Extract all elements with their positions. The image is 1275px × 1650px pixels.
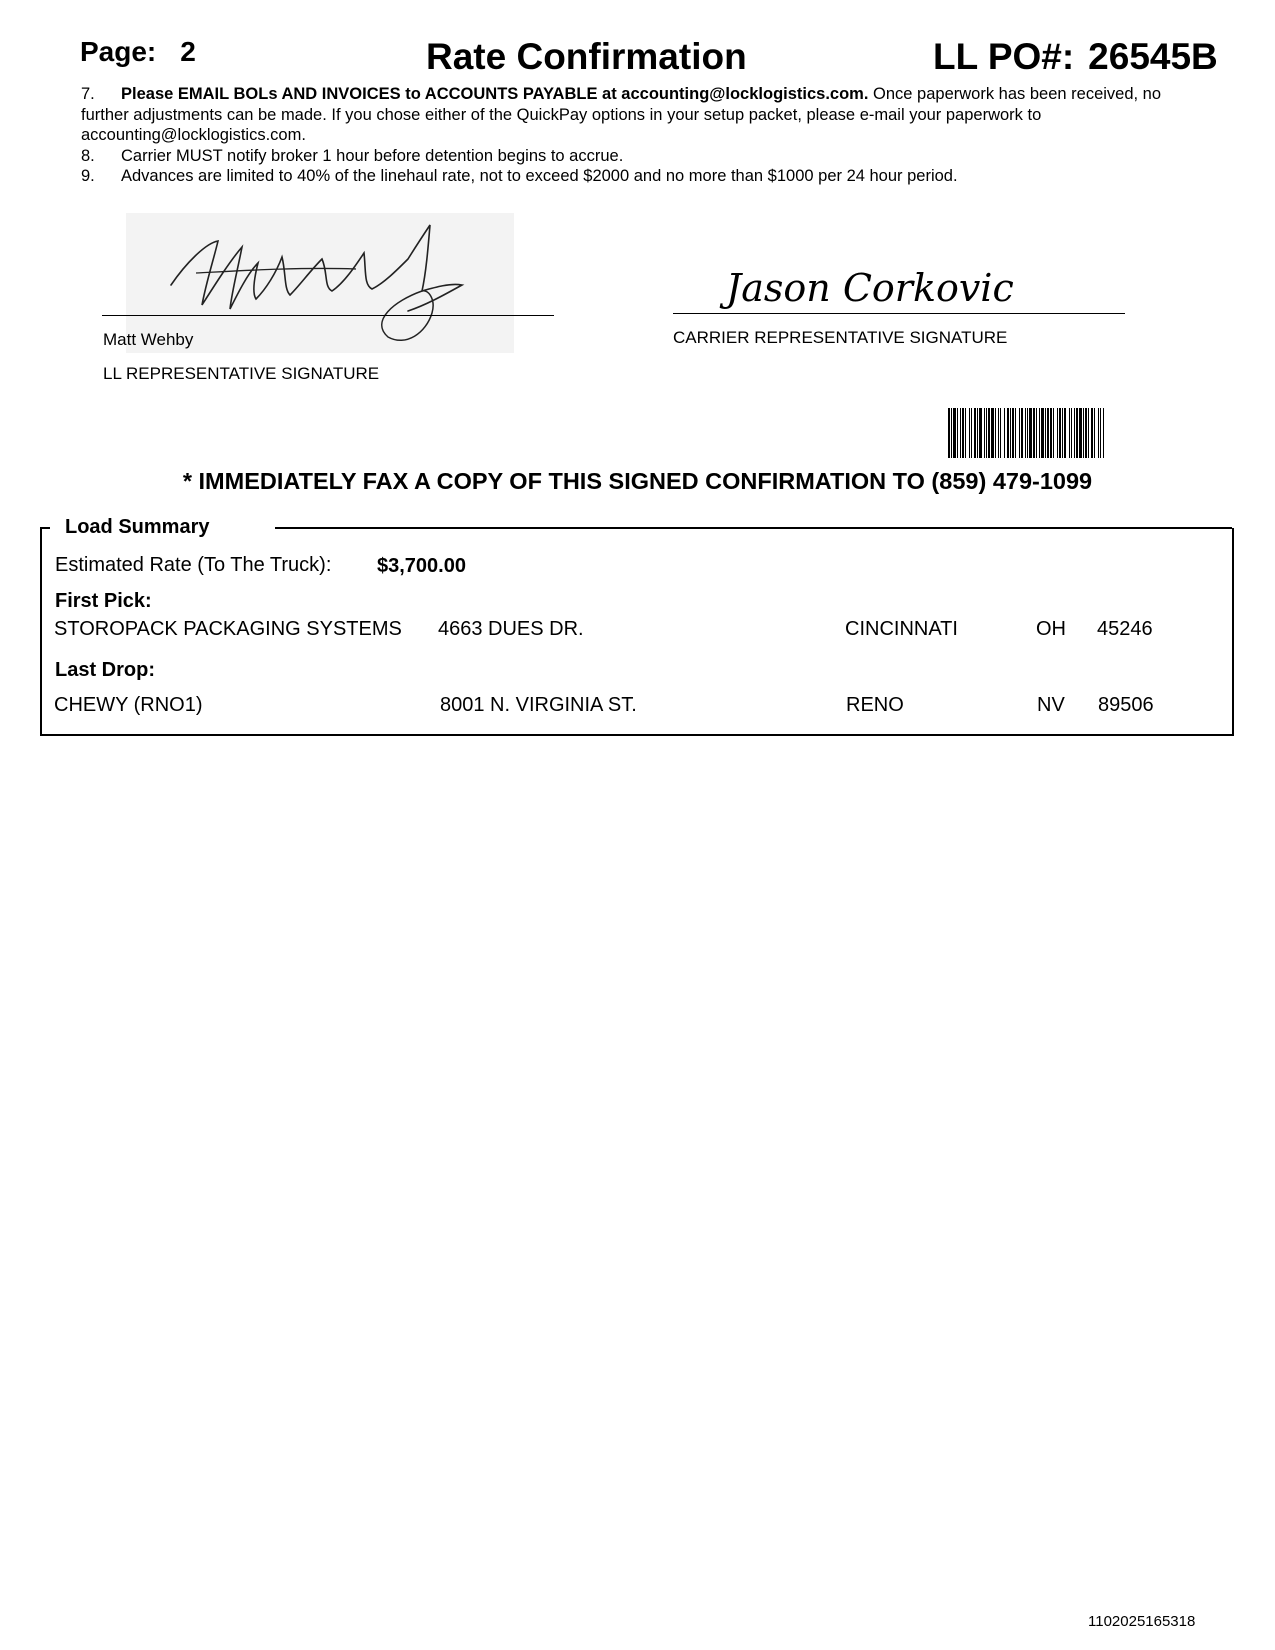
first-pick-address: 4663 DUES DR. [438, 618, 584, 640]
barcode-bar [986, 408, 987, 458]
term-number: 8. [81, 146, 95, 165]
last-drop-label: Last Drop: [55, 659, 155, 681]
barcode-bar [1071, 408, 1072, 458]
document-id: 1102025165318 [1088, 1613, 1196, 1630]
last-drop-address: 8001 N. VIRGINIA ST. [440, 694, 637, 716]
barcode-bar [1033, 408, 1035, 458]
first-pick-label: First Pick: [55, 590, 152, 612]
barcode-bar [953, 408, 956, 458]
barcode-bar [957, 408, 958, 458]
barcode-bar [1029, 408, 1032, 458]
term-item [81, 166, 1191, 187]
barcode-bar [971, 408, 972, 458]
barcode-bar [1076, 408, 1078, 458]
page-indicator [80, 36, 196, 68]
barcode-bar [1094, 408, 1095, 458]
barcode-bar [979, 408, 982, 458]
barcode-bar [984, 408, 985, 458]
barcode-bar [1069, 408, 1070, 458]
first-pick-name: STOROPACK PACKAGING SYSTEMS [54, 618, 402, 640]
barcode-bar [1012, 408, 1014, 458]
term-item [81, 84, 1191, 146]
barcode-bar [1064, 408, 1066, 458]
rate-label: Estimated Rate (To The Truck): [55, 554, 332, 576]
barcode-bar [988, 408, 990, 458]
barcode-bar [965, 408, 966, 458]
barcode-bar [1025, 408, 1026, 458]
barcode-bar [1103, 408, 1104, 458]
po-label: LL PO#: [933, 36, 1075, 77]
rate-value: $3,700.00 [377, 555, 466, 577]
barcode-bar [1036, 408, 1037, 458]
barcode-bar [974, 408, 976, 458]
term-number: 9. [81, 167, 95, 185]
first-pick-zip: 45246 [1097, 618, 1153, 640]
term-text: Advances are limited to 40% of the linehaul rate, not to exceed $2000 and no more than $1000 per 24 hour period. [121, 167, 958, 185]
barcode-bar [1091, 408, 1093, 458]
term-item [81, 146, 1191, 167]
last-drop-name: CHEWY (RNO1) [54, 694, 203, 716]
barcode-bar [1053, 408, 1054, 458]
carrier-signature: Jason Corkovic [726, 266, 1014, 310]
barcode-bar [995, 408, 996, 458]
barcode-bar [1047, 408, 1049, 458]
last-drop-city: RENO [846, 694, 904, 716]
barcode-bar [1045, 408, 1046, 458]
barcode-bar [991, 408, 994, 458]
barcode-bar [969, 408, 970, 458]
term-text: Once paperwork has been received, no further adjustments can be made. If you chose either of the QuickPay options in your setup packet, please e-mail your paperwork to accounting@locklogistics.com. [81, 85, 1162, 144]
barcode-bar [998, 408, 999, 458]
barcode-bar [962, 408, 964, 458]
barcode-bar [1010, 408, 1011, 458]
barcode-bar [1098, 408, 1099, 458]
barcode-bar [1083, 408, 1084, 458]
carrier-signature-label: CARRIER REPRESENTATIVE SIGNATURE [673, 328, 1008, 347]
document-title: Rate Confirmation [426, 36, 747, 77]
last-drop-state: NV [1037, 694, 1065, 716]
barcode-bar [1039, 408, 1040, 458]
page-label: Page: [80, 36, 157, 67]
barcode-bar [1021, 408, 1023, 458]
barcode-bar [1062, 408, 1063, 458]
term-number: 7. [81, 85, 95, 103]
barcode [948, 408, 1220, 458]
fax-notice: * IMMEDIATELY FAX A COPY OF THIS SIGNED CONFIRMATION TO (859) 479-1099 [182, 468, 1093, 494]
barcode-bar [1050, 408, 1052, 458]
po-number: 26545B [1088, 36, 1218, 77]
barcode-bar [1088, 408, 1089, 458]
ll-signature-line [102, 315, 554, 316]
barcode-bar [1027, 408, 1028, 458]
barcode-bar [960, 408, 961, 458]
ll-signature-label: LL REPRESENTATIVE SIGNATURE [103, 364, 380, 383]
barcode-bar [977, 408, 978, 458]
ll-representative-name: Matt Wehby [103, 330, 194, 349]
carrier-signature-line [673, 313, 1125, 314]
terms-list [81, 84, 1191, 187]
barcode-bar [1041, 408, 1044, 458]
barcode-bar [1074, 408, 1075, 458]
barcode-bar [1079, 408, 1082, 458]
load-summary-title: Load Summary [65, 516, 210, 538]
barcode-bar [1085, 408, 1087, 458]
last-drop-zip: 89506 [1098, 694, 1154, 716]
barcode-bar [1004, 408, 1005, 458]
first-pick-state: OH [1036, 618, 1066, 640]
term-text: Carrier MUST notify broker 1 hour before detention begins to accrue. [121, 146, 624, 165]
barcode-bar [1000, 408, 1001, 458]
barcode-bar [1019, 408, 1020, 458]
page-number: 2 [180, 36, 196, 67]
term-bold-text: Please EMAIL BOLs AND INVOICES to ACCOUNTS PAYABLE at accounting@locklogistics.com. [121, 85, 869, 103]
barcode-bar [1057, 408, 1058, 458]
barcode-bar [1007, 408, 1009, 458]
barcode-bar [1059, 408, 1061, 458]
barcode-bar [948, 408, 950, 458]
first-pick-city: CINCINNATI [845, 618, 958, 640]
barcode-bar [951, 408, 952, 458]
po-indicator [933, 36, 1218, 78]
barcode-bar [1100, 408, 1101, 458]
barcode-bar [1015, 408, 1016, 458]
